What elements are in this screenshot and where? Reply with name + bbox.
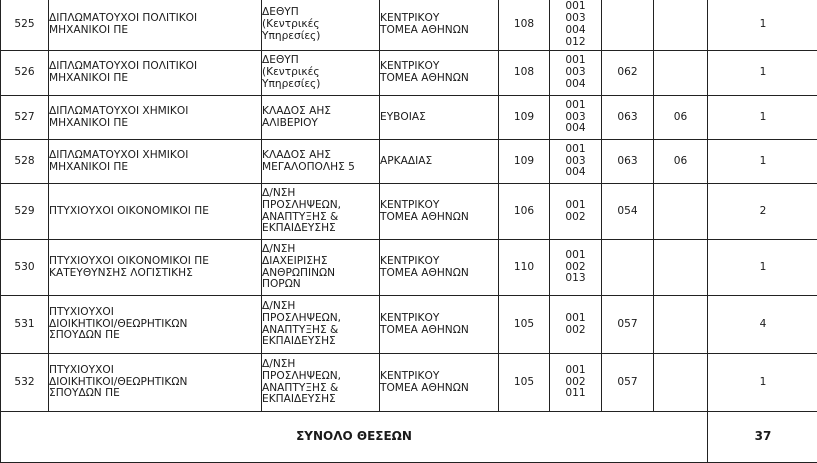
cell-specialty-line: ΔΙΠΛΩΜΑΤΟΥΧΟΙ ΧΗΜΙΚΟΙ bbox=[49, 150, 261, 162]
cell-specialty bbox=[49, 240, 262, 296]
cell-specialty-line: ΠΤΥΧΙΟΥΧΟΙ ΟΙΚΟΝΟΜΙΚΟΙ ΠΕ bbox=[49, 256, 261, 268]
cell-location-line: ΚΕΝΤΡΙΚΟΥ bbox=[380, 371, 498, 383]
cell-subcodes-line: 002 bbox=[550, 212, 601, 224]
cell-department-line: ΔΙΑΧΕΙΡΙΣΗΣ bbox=[262, 256, 379, 268]
cell-department-line: ΔΕΘΥΠ bbox=[262, 7, 379, 19]
cell-specialty bbox=[49, 354, 262, 412]
cell-specialty bbox=[49, 184, 262, 240]
cell-department-line: ΑΝΘΡΩΠΙΝΩΝ bbox=[262, 268, 379, 280]
cell-subcodes-line: 002 bbox=[550, 262, 601, 274]
cell-subcodes bbox=[550, 296, 602, 354]
cell-subcodes-line: 001 bbox=[550, 250, 601, 262]
cell-subcodes bbox=[550, 184, 602, 240]
cell-location-line: ΤΟΜΕΑ ΑΘΗΝΩΝ bbox=[380, 268, 498, 280]
cell-aa: 525 bbox=[1, 0, 49, 51]
table-body bbox=[1, 0, 817, 412]
cell-department-line: ΔΕΘΥΠ bbox=[262, 55, 379, 67]
cell-extra-code-2 bbox=[654, 296, 708, 354]
cell-subcodes-line: 004 bbox=[550, 25, 601, 37]
cell-location-line: ΚΕΝΤΡΙΚΟΥ bbox=[380, 313, 498, 325]
cell-subcodes-line: 003 bbox=[550, 13, 601, 25]
cell-department-line: (Κεντρικές bbox=[262, 19, 379, 31]
cell-subcodes-line: 001 bbox=[550, 365, 601, 377]
cell-extra-code-2: 06 bbox=[654, 140, 708, 184]
cell-extra-code-2 bbox=[654, 0, 708, 51]
cell-count: 1 bbox=[708, 354, 817, 412]
cell-subcodes-line: 004 bbox=[550, 123, 601, 135]
cell-code: 105 bbox=[499, 296, 550, 354]
cell-specialty-line: ΔΙΠΛΩΜΑΤΟΥΧΟΙ ΧΗΜΙΚΟΙ bbox=[49, 106, 261, 118]
cell-department-line: ΑΛΙΒΕΡΙΟΥ bbox=[262, 118, 379, 130]
cell-specialty bbox=[49, 96, 262, 140]
table-row bbox=[1, 0, 817, 51]
cell-extra-code: 063 bbox=[602, 140, 654, 184]
cell-subcodes-line: 002 bbox=[550, 377, 601, 389]
cell-extra-code-2: 06 bbox=[654, 96, 708, 140]
cell-code: 108 bbox=[499, 0, 550, 51]
cell-department-line: ΜΕΓΑΛΟΠΟΛΗΣ 5 bbox=[262, 162, 379, 174]
cell-location bbox=[380, 296, 499, 354]
cell-subcodes-line: 003 bbox=[550, 67, 601, 79]
cell-department bbox=[262, 140, 380, 184]
cell-specialty bbox=[49, 0, 262, 51]
cell-code: 108 bbox=[499, 51, 550, 96]
cell-specialty bbox=[49, 140, 262, 184]
cell-extra-code: 054 bbox=[602, 184, 654, 240]
cell-aa: 527 bbox=[1, 96, 49, 140]
cell-specialty-line: ΚΑΤΕΥΘΥΝΣΗΣ ΛΟΓΙΣΤΙΚΗΣ bbox=[49, 268, 261, 280]
cell-department-line: Δ/ΝΣΗ bbox=[262, 359, 379, 371]
cell-department-line: ΕΚΠΑΙΔΕΥΣΗΣ bbox=[262, 394, 379, 406]
cell-subcodes bbox=[550, 354, 602, 412]
cell-count: 1 bbox=[708, 0, 817, 51]
cell-aa: 526 bbox=[1, 51, 49, 96]
cell-subcodes bbox=[550, 140, 602, 184]
cell-department bbox=[262, 51, 380, 96]
cell-specialty-line: ΔΙΟΙΚΗΤΙΚΟΙ/ΘΕΩΡΗΤΙΚΩΝ bbox=[49, 319, 261, 331]
cell-specialty bbox=[49, 296, 262, 354]
cell-extra-code bbox=[602, 240, 654, 296]
cell-department bbox=[262, 184, 380, 240]
cell-code: 109 bbox=[499, 96, 550, 140]
cell-specialty bbox=[49, 51, 262, 96]
cell-code: 106 bbox=[499, 184, 550, 240]
table-row bbox=[1, 354, 817, 412]
cell-count: 1 bbox=[708, 240, 817, 296]
cell-subcodes-line: 001 bbox=[550, 200, 601, 212]
cell-location-line: ΕΥΒΟΙΑΣ bbox=[380, 112, 498, 124]
cell-specialty-line: ΔΙΠΛΩΜΑΤΟΥΧΟΙ ΠΟΛΙΤΙΚΟΙ bbox=[49, 13, 261, 25]
cell-specialty-line: ΜΗΧΑΝΙΚΟΙ ΠΕ bbox=[49, 25, 261, 37]
cell-subcodes-line: 003 bbox=[550, 156, 601, 168]
cell-location bbox=[380, 240, 499, 296]
cell-extra-code-2 bbox=[654, 51, 708, 96]
cell-department-line: ΠΡΟΣΛΗΨΕΩΝ, bbox=[262, 200, 379, 212]
total-row bbox=[1, 412, 817, 463]
cell-specialty-line: ΣΠΟΥΔΩΝ ΠΕ bbox=[49, 388, 261, 400]
cell-department-line: Δ/ΝΣΗ bbox=[262, 301, 379, 313]
cell-subcodes bbox=[550, 0, 602, 51]
cell-extra-code bbox=[602, 0, 654, 51]
cell-subcodes bbox=[550, 51, 602, 96]
cell-subcodes-line: 001 bbox=[550, 313, 601, 325]
cell-subcodes-line: 011 bbox=[550, 388, 601, 400]
cell-location-line: ΚΕΝΤΡΙΚΟΥ bbox=[380, 61, 498, 73]
cell-specialty-line: ΜΗΧΑΝΙΚΟΙ ΠΕ bbox=[49, 162, 261, 174]
cell-specialty-line: ΠΤΥΧΙΟΥΧΟΙ bbox=[49, 365, 261, 377]
cell-subcodes-line: 002 bbox=[550, 325, 601, 337]
cell-subcodes bbox=[550, 96, 602, 140]
cell-subcodes-line: 001 bbox=[550, 55, 601, 67]
cell-code: 109 bbox=[499, 140, 550, 184]
cell-specialty-line: ΜΗΧΑΝΙΚΟΙ ΠΕ bbox=[49, 73, 261, 85]
cell-aa: 529 bbox=[1, 184, 49, 240]
cell-department bbox=[262, 240, 380, 296]
table-row bbox=[1, 96, 817, 140]
cell-location-line: ΑΡΚΑΔΙΑΣ bbox=[380, 156, 498, 168]
cell-specialty-line: ΜΗΧΑΝΙΚΟΙ ΠΕ bbox=[49, 118, 261, 130]
cell-subcodes-line: 001 bbox=[550, 100, 601, 112]
cell-extra-code-2 bbox=[654, 240, 708, 296]
cell-subcodes-line: 013 bbox=[550, 273, 601, 285]
cell-department-line: Υπηρεσίες) bbox=[262, 31, 379, 43]
cell-department-line: ΠΡΟΣΛΗΨΕΩΝ, bbox=[262, 371, 379, 383]
table-row bbox=[1, 240, 817, 296]
cell-extra-code-2 bbox=[654, 354, 708, 412]
cell-location-line: ΚΕΝΤΡΙΚΟΥ bbox=[380, 200, 498, 212]
cell-extra-code: 057 bbox=[602, 354, 654, 412]
cell-location-line: ΤΟΜΕΑ ΑΘΗΝΩΝ bbox=[380, 383, 498, 395]
cell-department-line: ΚΛΑΔΟΣ ΑΗΣ bbox=[262, 106, 379, 118]
cell-subcodes-line: 001 bbox=[550, 1, 601, 13]
cell-aa: 531 bbox=[1, 296, 49, 354]
cell-department-line: ΠΡΟΣΛΗΨΕΩΝ, bbox=[262, 313, 379, 325]
table-row bbox=[1, 140, 817, 184]
cell-location-line: ΚΕΝΤΡΙΚΟΥ bbox=[380, 13, 498, 25]
cell-extra-code-2 bbox=[654, 184, 708, 240]
cell-department bbox=[262, 354, 380, 412]
cell-code: 110 bbox=[499, 240, 550, 296]
cell-department-line: ΕΚΠΑΙΔΕΥΣΗΣ bbox=[262, 223, 379, 235]
cell-location bbox=[380, 184, 499, 240]
cell-location bbox=[380, 354, 499, 412]
cell-location-line: ΤΟΜΕΑ ΑΘΗΝΩΝ bbox=[380, 325, 498, 337]
cell-department-line: ΚΛΑΔΟΣ ΑΗΣ bbox=[262, 150, 379, 162]
cell-code: 105 bbox=[499, 354, 550, 412]
cell-count: 1 bbox=[708, 140, 817, 184]
cell-specialty-line: ΣΠΟΥΔΩΝ ΠΕ bbox=[49, 330, 261, 342]
cell-location-line: ΤΟΜΕΑ ΑΘΗΝΩΝ bbox=[380, 212, 498, 224]
cell-department-line: ΑΝΑΠΤΥΞΗΣ & bbox=[262, 383, 379, 395]
total-label: ΣΥΝΟΛΟ ΘΕΣΕΩΝ bbox=[1, 412, 708, 463]
cell-location bbox=[380, 51, 499, 96]
cell-location-line: ΤΟΜΕΑ ΑΘΗΝΩΝ bbox=[380, 25, 498, 37]
cell-count: 4 bbox=[708, 296, 817, 354]
cell-department-line: ΕΚΠΑΙΔΕΥΣΗΣ bbox=[262, 336, 379, 348]
cell-department-line: (Κεντρικές bbox=[262, 67, 379, 79]
cell-location-line: ΚΕΝΤΡΙΚΟΥ bbox=[380, 256, 498, 268]
cell-subcodes-line: 004 bbox=[550, 167, 601, 179]
cell-aa: 528 bbox=[1, 140, 49, 184]
cell-count: 2 bbox=[708, 184, 817, 240]
cell-location bbox=[380, 96, 499, 140]
table-row bbox=[1, 51, 817, 96]
cell-location bbox=[380, 140, 499, 184]
table-row bbox=[1, 296, 817, 354]
cell-subcodes-line: 012 bbox=[550, 37, 601, 49]
cell-aa: 532 bbox=[1, 354, 49, 412]
cell-subcodes-line: 004 bbox=[550, 79, 601, 91]
cell-extra-code: 062 bbox=[602, 51, 654, 96]
cell-count: 1 bbox=[708, 96, 817, 140]
cell-subcodes bbox=[550, 240, 602, 296]
cell-specialty-line: ΠΤΥΧΙΟΥΧΟΙ bbox=[49, 307, 261, 319]
cell-department-line: ΑΝΑΠΤΥΞΗΣ & bbox=[262, 212, 379, 224]
cell-department-line: Υπηρεσίες) bbox=[262, 79, 379, 91]
cell-extra-code: 057 bbox=[602, 296, 654, 354]
cell-department bbox=[262, 96, 380, 140]
cell-specialty-line: ΔΙΠΛΩΜΑΤΟΥΧΟΙ ΠΟΛΙΤΙΚΟΙ bbox=[49, 61, 261, 73]
table-row bbox=[1, 184, 817, 240]
cell-specialty-line: ΔΙΟΙΚΗΤΙΚΟΙ/ΘΕΩΡΗΤΙΚΩΝ bbox=[49, 377, 261, 389]
cell-count: 1 bbox=[708, 51, 817, 96]
cell-department-line: Δ/ΝΣΗ bbox=[262, 244, 379, 256]
cell-department-line: ΑΝΑΠΤΥΞΗΣ & bbox=[262, 325, 379, 337]
cell-specialty-line: ΠΤΥΧΙΟΥΧΟΙ ΟΙΚΟΝΟΜΙΚΟΙ ΠΕ bbox=[49, 206, 261, 218]
cell-extra-code: 063 bbox=[602, 96, 654, 140]
cell-subcodes-line: 003 bbox=[550, 112, 601, 124]
cell-aa: 530 bbox=[1, 240, 49, 296]
cell-location bbox=[380, 0, 499, 51]
cell-department-line: ΠΟΡΩΝ bbox=[262, 279, 379, 291]
cell-department bbox=[262, 0, 380, 51]
cell-department bbox=[262, 296, 380, 354]
cell-location-line: ΤΟΜΕΑ ΑΘΗΝΩΝ bbox=[380, 73, 498, 85]
cell-department-line: Δ/ΝΣΗ bbox=[262, 188, 379, 200]
cell-subcodes-line: 001 bbox=[550, 144, 601, 156]
total-value: 37 bbox=[708, 412, 817, 463]
